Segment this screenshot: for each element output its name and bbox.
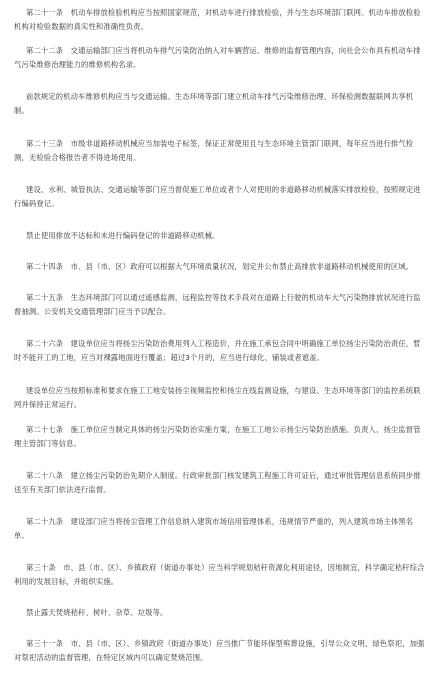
- article-25-paragraph: 第二十五条 生态环境部门可以通过遥感监测、远程监控等技术手段对在道路上行驶的机动车大气污染物排放状况进行监督抽测。公安机关交通管理部门应当予以配合。: [14, 293, 421, 316]
- article-21-paragraph: 第二十一条 机动车排放检验机构应当按照国家规范，对机动车进行排放检验，并与生态环境部门联网。机动车排放检验机构对检验数据的真实性和准确性负责。: [14, 8, 421, 31]
- article-22-paragraph: 第二十二条 交通运输部门应当将机动车排气污染防治纳入对车辆营运、维修的监督管理内容，向社会公布具有机动车排气污染维修治理能力的维修机构名录。: [14, 46, 421, 69]
- article-26-clause-2: 建设单位应当按照标准和要求在施工工地安装扬尘视频监控和扬尘在线监测设施，与建设、生态环境等部门的监控系统联网并保持正常运行。: [14, 386, 421, 409]
- article-23-clause-3: 禁止使用排放不达标和未进行编码登记的非道路移动机械。: [26, 231, 220, 240]
- article-31-paragraph: 第三十一条 市、县（市、区）、乡镇政府（街道办事处）应当推广节能环保型殡葬设施，引导公众文明、绿色祭祀，加强对祭祀活动的监督管理，在特定区域内可以确定焚烧范围。: [14, 639, 425, 662]
- article-23-paragraph: 第二十三条 市级非道路移动机械应当加装电子标签，保证正常使用且与生态环境主管部门联网，每年应当进行排气检测，无检验合格报告者不得进场使用。: [14, 139, 414, 162]
- article-23-clause-2: 建设、水利、城管执法、交通运输等部门应当督促施工单位或者个人对使用的非道路移动机械落实排放检验，按照规定进行编码登记。: [14, 185, 421, 208]
- article-29-paragraph: 第二十九条 建设部门应当将扬尘管理工作信息纳入建筑市场信用管理体系，违规情节严重的，列入建筑市场主体黑名单。: [14, 517, 414, 540]
- article-30-clause-2: 禁止露天焚烧秸秆、树叶、杂草、垃圾等。: [26, 608, 168, 617]
- article-22-clause-2: 前款规定的机动车维修机构应当与交通运输、生态环境等部门建立机动车排气污染维修治理、环保检测数据联网共享机制。: [14, 92, 414, 115]
- article-28-paragraph: 第二十八条 建立扬尘污染防治先期介入制度。行政审批部门核发建筑工程施工许可证后，通过审批管理信息系统同步推送至有关部门依法进行监督。: [14, 471, 421, 494]
- article-24-paragraph: 第二十四条 市、县（市、区）政府可以根据大气环境质量状况，划定并公布禁止高排放非道路移动机械使用的区域。: [26, 262, 414, 271]
- article-27-paragraph: 第二十七条 施工单位应当制定具体的扬尘污染防治实施方案，在施工工地公示扬尘污染防治措施、负责人、扬尘监督管理主管部门等信息。: [14, 425, 421, 448]
- article-26-paragraph: 第二十六条 建设单位应当将扬尘污染防治费用列入工程造价，并在施工承包合同中明确施工单位扬尘污染防治责任，暂时不能开工的工地，应当对裸露地面进行覆盖；超过3个月的，应当进行绿化、铺装或者遮盖。: [14, 339, 421, 362]
- article-30-paragraph: 第三十条 市、县（市、区）、乡镇政府（街道办事处）应当科学规划秸秆资源化利用途径，因地制宜，科学确定秸秆综合利用的发展目标，并组织实施。: [14, 563, 425, 586]
